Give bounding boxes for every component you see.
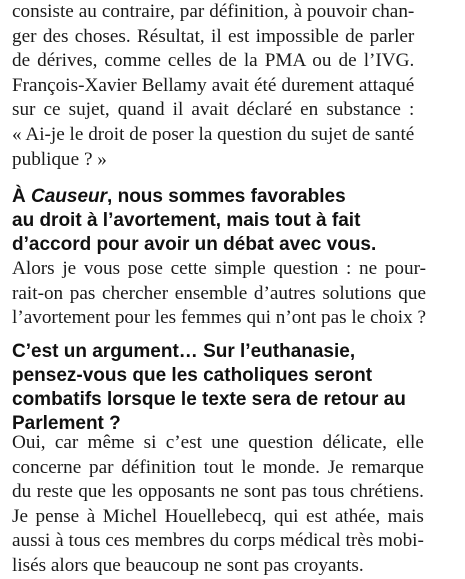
text-line: consiste au contraire, par définition, à pouvoir chan-: [12, 1, 415, 22]
question-line: pensez-vous que les catholiques seront: [12, 365, 373, 386]
text-line: sur ce sujet, quand il avait déclaré en substance :: [12, 99, 415, 121]
text-line: concerne par définition tout le monde. Je remarque: [12, 456, 424, 478]
question-line: C’est un argument… Sur l’euthanasie,: [12, 341, 356, 362]
text-line: de dérives, comme celles de la PMA ou de l’IVG.: [12, 50, 415, 72]
text-line: ger des choses. Résultat, il est impossible de parler: [12, 25, 415, 47]
interview-question-2: [12, 340, 406, 436]
text-line: aussi à tous ces membres du corps médical très mobi-: [12, 530, 424, 552]
text-line: François-Xavier Bellamy avait été durement attaqué: [12, 74, 415, 96]
text-line: rait-on pas chercher ensemble d’autres solutions que: [12, 282, 427, 304]
text-line: Oui, car même si c’est une question délicate, elle: [12, 432, 424, 453]
question-line: au droit à l’avortement, mais tout à fait: [12, 210, 361, 231]
text-line: Alors je vous pose cette simple question : ne pour-: [12, 258, 427, 279]
text-line: lisés alors que beaucoup ne sont pas croyants.: [12, 554, 364, 576]
magazine-name: Causeur: [31, 186, 108, 207]
text-line: Je pense à Michel Houellebecq, qui est athée, mais: [12, 505, 424, 527]
answer-paragraph-1: [12, 0, 414, 172]
question-line: Parlement ?: [12, 413, 121, 434]
question-line-rest: , nous sommes favorables: [107, 186, 346, 207]
text-line: publique ? »: [12, 148, 107, 170]
text-line: l’avortement pour les femmes qui n’ont pas le choix ?: [12, 307, 427, 329]
answer-paragraph-2: [12, 257, 426, 331]
answer-paragraph-3: [12, 431, 424, 579]
text-line: « Ai-je le droit de poser la question du sujet de santé: [12, 123, 415, 145]
question-line: d’accord pour avoir un débat avec vous.: [12, 234, 377, 255]
question-prefix: À: [12, 186, 31, 207]
text-line: du reste que les opposants ne sont pas tous chrétiens.: [12, 481, 424, 503]
question-line: combatifs lorsque le texte sera de retour au: [12, 389, 406, 410]
interview-question-1: [12, 185, 376, 257]
question-line: [12, 185, 376, 209]
